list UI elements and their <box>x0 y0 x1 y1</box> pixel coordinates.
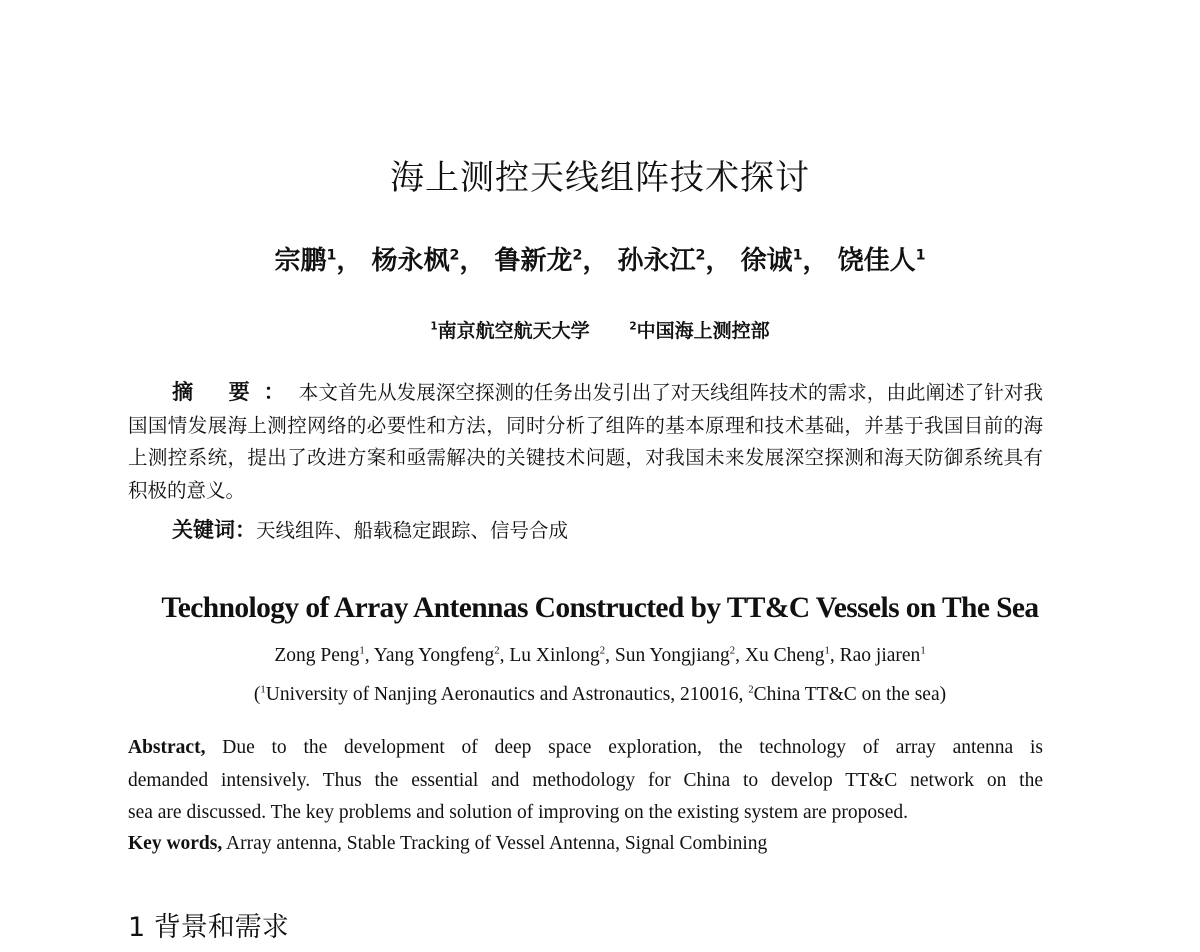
author-sup: 2 <box>572 247 583 264</box>
author-sup: 1 <box>920 644 926 657</box>
affiliation-sup: 1 <box>260 683 266 696</box>
abstract-label-en: Abstract, <box>128 737 206 758</box>
affiliation-sup: 2 <box>629 320 637 333</box>
author-sup: 2 <box>729 644 736 657</box>
author-sup: 1 <box>824 644 830 657</box>
author-cn: 宗鹏 <box>274 246 327 276</box>
affiliation-cn: 南京航空航天大学 <box>437 320 590 342</box>
section-title: 背景和需求 <box>153 912 289 943</box>
author-cn: 徐诚 <box>740 246 793 276</box>
abstract-en-line: sea are discussed. The key problems and solution of improving on the existing system are proposed. <box>128 802 909 823</box>
author-cn: 饶佳人 <box>837 246 916 276</box>
affiliation-sup: 1 <box>430 320 438 333</box>
paper-title-en: Technology of Array Antennas Constructed by TT&C Vessels on The Sea <box>161 592 1039 624</box>
author-list-cn: 宗鹏$^1$， 杨永枫$^2$， 鲁新龙$^2$， 孙永江$^2$， 徐诚$^1$， 饶佳人$^1$ <box>274 246 926 276</box>
affiliation-en: University of Nanjing Aeronautics and Astronautics, 210016, <box>265 684 749 705</box>
affiliation-cn: 中国海上测控部 <box>636 320 770 342</box>
author-sup: 2 <box>449 247 460 264</box>
author-sup: 1 <box>326 247 337 264</box>
affiliation-en: China TT&C on the sea <box>753 684 940 705</box>
author-cn: 鲁新龙 <box>494 246 573 276</box>
author-sup: 2 <box>599 644 606 657</box>
author-sup: 1 <box>792 247 803 264</box>
author-sup: 1 <box>915 247 926 264</box>
keywords-label-en: Key words, <box>128 833 223 854</box>
paper-title-cn: 海上测控天线组阵技术探讨 <box>390 158 810 198</box>
abstract-cn <box>128 376 1043 507</box>
keywords-text-en: Array antenna, Stable Tracking of Vessel Antenna, Signal Combining <box>222 833 768 854</box>
keywords-en <box>128 828 767 860</box>
author-cn: 孙永江 <box>617 246 696 276</box>
abstract-en-line: demanded intensively. Thus the essential and methodology for China to develop TT&C network on the <box>128 769 1043 791</box>
section-heading <box>128 905 289 944</box>
author-en: Zong Peng <box>274 645 360 666</box>
author-en: Sun Yongjiang <box>614 645 730 666</box>
affiliations-en: ($^1$University of Nanjing Aeronautics and Astronautics, 210016, $^2$China TT&C on the sea) <box>253 683 947 705</box>
author-en: Yang Yongfeng <box>373 645 495 666</box>
abstract-label-cn: 摘 要： <box>172 380 299 404</box>
abstract-text-cn: 本文首先从发展深空探测的任务出发引出了对天线组阵技术的需求，由此阐述了针对我国国情发展海上测控网络的必要性和方法，同时分析了组阵的基本原理和技术基础，并基于我国目前的海上测控系统，提出了改进方案和亟需解决的关键技术问题，对我国未来发展深空探测和海天防御系统具有积极的意义。 <box>128 381 1043 502</box>
abstract-en <box>128 732 1043 830</box>
keywords-label-cn: 关键词： <box>172 518 256 542</box>
author-cn: 杨永枫 <box>371 246 450 276</box>
author-en: Rao jiaren <box>839 645 921 666</box>
author-sup: 1 <box>359 644 365 657</box>
abstract-text-en: Due to the development of deep space exploration, the technology of array antenna is <box>205 737 1043 758</box>
author-list-en: Zong Peng$^1$, Yang Yongfeng$^2$, Lu Xinlong$^2$, Sun Yongjiang$^2$, Xu Cheng$^1$, Rao jiaren$^1$ <box>274 644 926 666</box>
keywords-cn <box>172 514 568 544</box>
author-sup: 2 <box>695 247 706 264</box>
author-sup: 2 <box>494 644 500 657</box>
affiliation-sup: 2 <box>748 683 754 696</box>
affiliations-cn <box>0 316 1200 343</box>
author-en: Xu Cheng <box>744 645 825 666</box>
section-number: 1 <box>128 912 146 943</box>
abstract-en-line <box>128 732 1043 765</box>
author-en: Lu Xinlong <box>509 645 600 666</box>
keywords-text-cn: 天线组阵、船载稳定跟踪、信号合成 <box>256 519 569 542</box>
